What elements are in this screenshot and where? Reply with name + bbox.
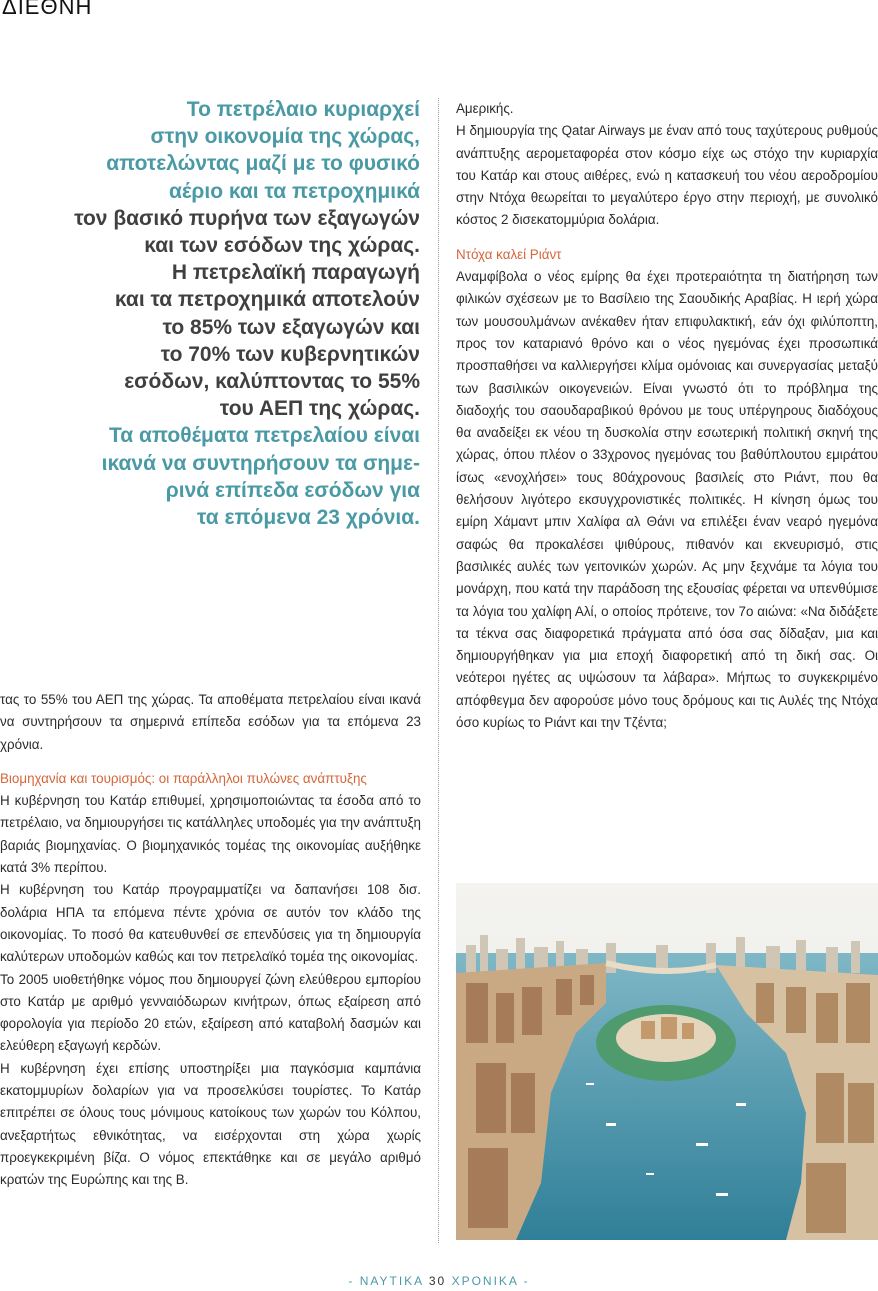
body-paragraph: Η κυβέρνηση του Κατάρ προγραμματίζει να δαπανήσει 108 δισ. δολάρια ΗΠΑ τα επόμενα πέντε χρόνια σε αυτόν τον κλάδο της οικονομίας. Το ποσό θα κατευθυνθεί σε επενδύσεις για τη δημιουργία καλύτερων υποδομών καθώς και τον πετρελαϊκό τομέα της οικονομίας. — [0, 882, 421, 965]
footer-magazine-left: - ΝΑΥΤΙΚΑ — [348, 1274, 424, 1288]
section-label: ΔΙΕΘΝΗ — [2, 0, 93, 19]
body-paragraph: Η κυβέρνηση έχει επίσης υποστηρίξει μια παγκόσμια καμπάνια εκατομμυρίων δολαρίων για να προσελκύσει τουρίστες. Το Κατάρ επιτρέπει σε όλους τους μόνιμους κατοίκους των χωρών του Κόλπου, ανεξαρτήτως εθνικότητας, να εισέρχονται στη χώρα χωρίς προεγκεκριμένη βίζα. Ο νόμος επεκτάθηκε και σε μεγάλο αριθμό κρατών της Ευρώπης και της Β. — [0, 1060, 421, 1188]
page-number: 30 — [428, 1274, 447, 1288]
column-divider — [438, 98, 439, 1243]
pull-quote-line: αέριο και τα πετροχημικά — [169, 179, 420, 203]
pull-quote-line: Το πετρέλαιο κυριαρχεί — [186, 98, 420, 121]
pull-quote-line: ικανά να συντηρήσουν τα σημε- — [101, 451, 420, 475]
pull-quote-line: Η πετρελαϊκή παραγωγή — [171, 261, 420, 285]
pull-quote-line: το 70% των κυβερνητικών — [160, 342, 420, 366]
pull-quote-line: τα επόμενα 23 χρόνια. — [196, 506, 420, 530]
pull-quote-line: το 85% των εξαγωγών και — [162, 315, 420, 339]
doha-pearl-aerial-photo — [456, 883, 878, 1240]
pull-quote-line: αποτελώντας μαζί με το φυσικό — [106, 152, 420, 176]
subheading-doha-riyadh: Ντόχα καλεί Ριάντ — [456, 246, 562, 262]
pull-quote-line: και τα πετροχημικά αποτελούν — [114, 288, 420, 312]
body-paragraph: Η δημιουργία της Qatar Airways με έναν από τους ταχύτερους ρυθμούς ανάπτυξης αερομεταφορέα στον κόσμο είχε ως στόχο την κυριαρχία του Κατάρ και στους αιθέρες, ενώ η κατασκευή του νέου αεροδρομίου στην Ντόχα θεωρείται το μεγαλύτερο έργο στην περιοχή, με συνολικό κόστος 2 δισεκατομμύρια δολάρια. — [456, 123, 878, 228]
pull-quote-line: εσόδων, καλύπτοντας το 55% — [124, 370, 420, 394]
pull-quote — [14, 96, 420, 531]
page-footer — [0, 1274, 878, 1288]
pull-quote-line: και των εσόδων της χώρας. — [144, 234, 420, 258]
body-paragraph: τας το 55% του ΑΕΠ της χώρας. Τα αποθέματα πετρελαίου είναι ικανά να συντηρήσουν τα σημερινά επίπεδα εσόδων για τα επόμενα 23 χρόνια. — [0, 692, 421, 752]
body-paragraph: Το 2005 υιοθετήθηκε νόμος που δημιουργεί ζώνη ελεύθερου εμπορίου στο Κατάρ με αριθμό γενναιόδωρων κινήτρων, όπως εξαίρεση από φορολογία για περίοδο 20 ετών, εξαίρεση από καταβολή δασμών και ελεύθερη εξαγωγή κερδών. — [0, 971, 421, 1054]
body-paragraph: Αναμφίβολα ο νέος εμίρης θα έχει προτεραιότητα τη διατήρηση των φιλικών σχέσεων με το Βασίλειο της Σαουδικής Αραβίας. Η ιερή χώρα των μουσουλμάνων ανέκαθεν ήταν επιφυλακτική, εάν όχι φιλύποπτη, προς τον καταριανό θρόνο και ο νέος ηγεμόνας έχει προσωπικά προσπαθήσει να καλλιεργήσει κλίμα ομόνοιας και συνεργασίας μεταξύ των βασιλικών οικογενειών. Είναι γνωστό ότι το πρόβλημα της διαδοχής του σαουδαραβικού θρόνου με τους υπέργηρους διαδόχους θα αναδείξει εκ νέου τη δυσκολία στην εσωτερική πολιτική σκηνή της χώρας, όπου πλέον ο 33χρονος ηγεμόνας του βαθύπλουτου εμιράτου ίσως «ενοχλήσει» τους 80άχρονους βασιλείς στο Ριάντ, που θα θελήσουν λιγότερο εκσυγχρονιστικές πολιτικές. Η κίνηση όμως του εμίρη Χάμαντ μπιν Χαλίφα αλ Θάνι να επιλέξει έναν νεαρό ηγεμόνα σαφώς θα προκαλέσει ψιθύρους, πιθανόν και εκνευρισμό, στις βασιλικές αυλές των γειτονικών χωρών. Ας μην ξεχνάμε τα λόγια του μονάρχη, που κατά την παράδοση της εξουσίας φέρεται να υπενθύμισε τα λόγια του χαλίφη Αλί, ο οποίος πρότεινε, τον 7ο αιώνα: «Να διδάξετε τα τέκνα σας διαφορετικά πράγματα από όσα σας δίδαξαν, μια και δημιουργήθηκαν για μια εποχή διαφορετική από τη δική σας. Οι νεότεροι ηγέτες ας υψώσουν τα λάβαρα». Μήπως το συγκεκριμένο απόφθεγμα δεν αφορούσε μόνο τους δρόμους και τις Αυλές της Ντόχα όσο κυρίως το Ριάντ και την Τζέντα; — [456, 269, 878, 731]
pull-quote-line: Τα αποθέματα πετρελαίου είναι — [108, 424, 420, 448]
pull-quote-line: στην οικονομία της χώρας, — [150, 125, 420, 149]
pull-quote-line: του ΑΕΠ της χώρας. — [219, 397, 420, 421]
right-column — [456, 98, 878, 734]
footer-magazine-right: ΧΡΟΝΙΚΑ - — [451, 1274, 530, 1288]
body-paragraph: Η κυβέρνηση του Κατάρ επιθυμεί, χρησιμοποιώντας τα έσοδα από το πετρέλαιο, να δημιουργήσει τις κατάλληλες υποδομές για την ανάπτυξη βαριάς βιομηχανίας. Ο βιομηχανικός τομέας της οικονομίας αυξήθηκε κατά 3% περίπου. — [0, 793, 421, 876]
pull-quote-line: ρινά επίπεδα εσόδων για — [165, 478, 420, 502]
pull-quote-line: τον βασικό πυρήνα των εξαγωγών — [74, 206, 420, 230]
body-paragraph: Αμερικής. — [456, 101, 514, 116]
subheading-industry-tourism: Βιομηχανία και τουρισμός: οι παράλληλοι πυλώνες ανάπτυξης — [0, 770, 367, 786]
left-column — [0, 689, 421, 1192]
